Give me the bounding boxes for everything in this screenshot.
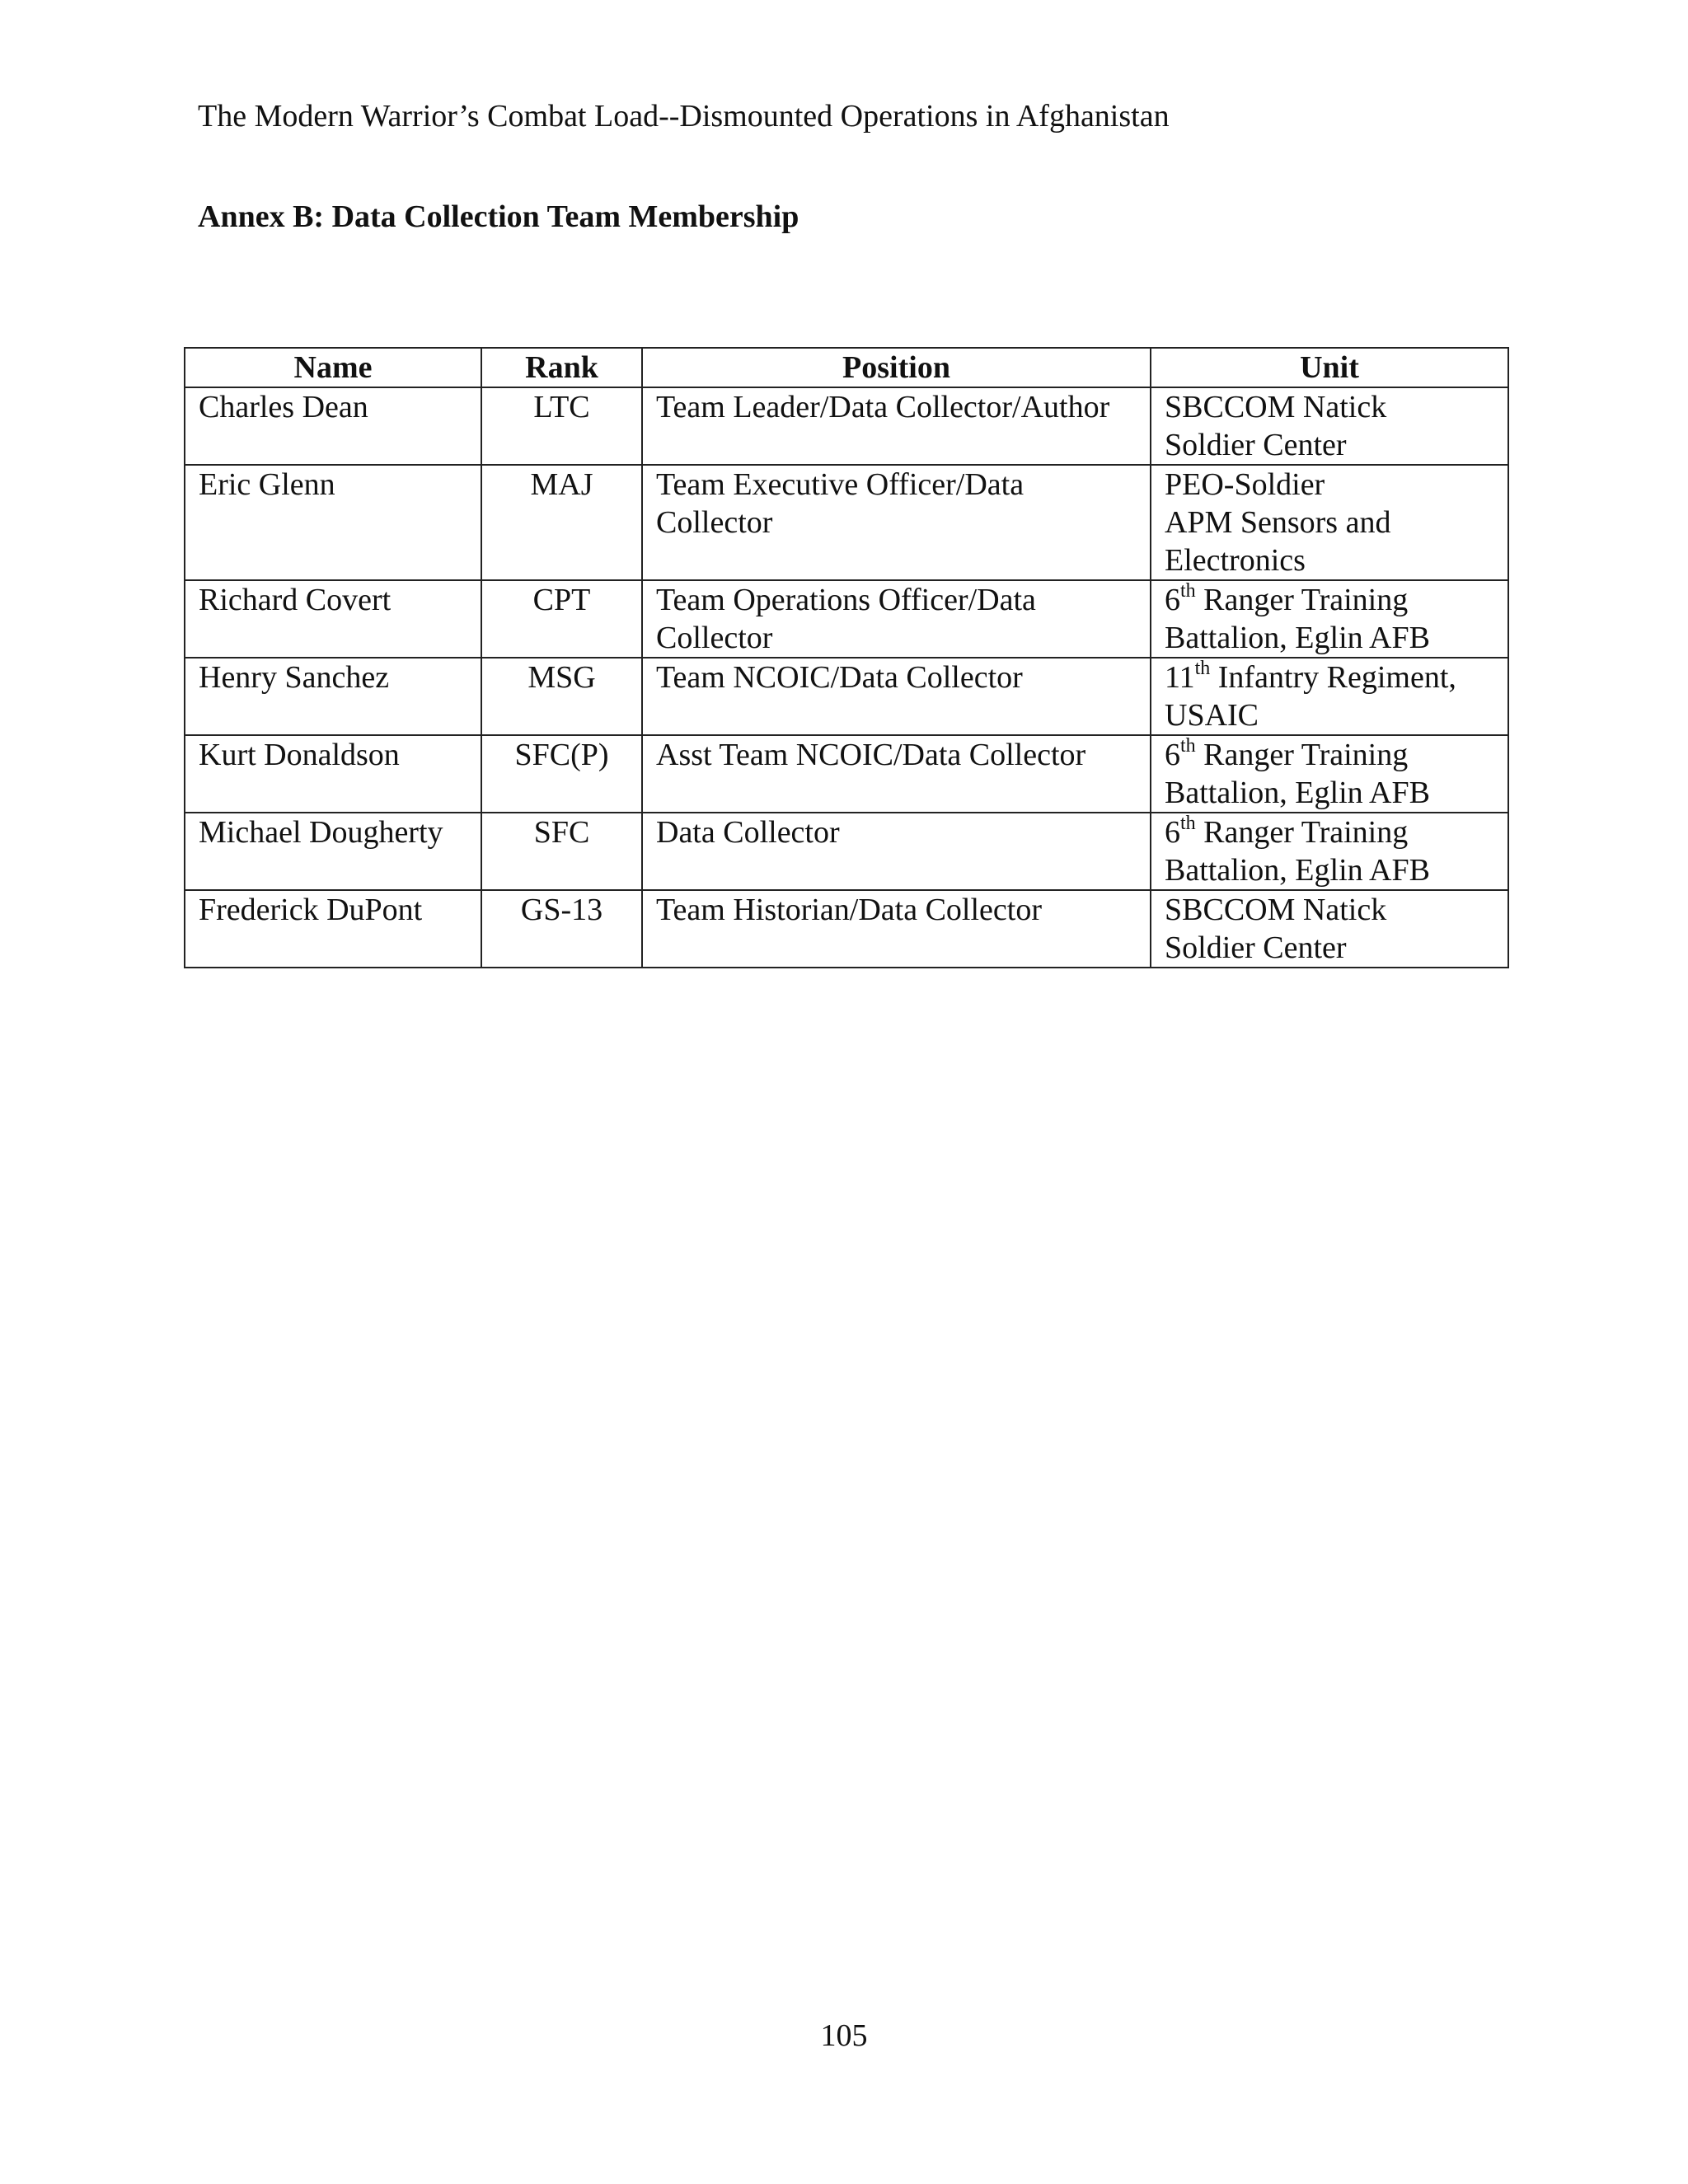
- position-line: Team Historian/Data Collector: [656, 893, 1042, 927]
- position-line: Team Operations Officer/Data: [656, 583, 1036, 617]
- position-line: Team Executive Officer/Data: [656, 467, 1025, 502]
- cell-rank: GS-13: [481, 890, 642, 968]
- cell-unit: [1151, 813, 1508, 890]
- cell-rank: LTC: [481, 387, 642, 465]
- annex-title: Annex B: Data Collection Team Membership: [198, 199, 799, 234]
- cell-name: Eric Glenn: [185, 465, 481, 580]
- cell-unit: [1151, 580, 1508, 658]
- cell-name: Kurt Donaldson: [185, 735, 481, 813]
- header-name: Name: [185, 348, 481, 387]
- position-line: Asst Team NCOIC/Data Collector: [656, 738, 1086, 772]
- unit-text: 6: [1165, 815, 1180, 850]
- unit-text: Battalion, Eglin AFB: [1165, 776, 1430, 810]
- cell-position: [642, 890, 1151, 968]
- cell-unit: [1151, 465, 1508, 580]
- unit-line: [1165, 851, 1494, 889]
- table-row: [185, 813, 1508, 890]
- header-rank: Rank: [481, 348, 642, 387]
- unit-line: [1165, 929, 1494, 967]
- unit-text: Ranger Training: [1195, 583, 1409, 617]
- team-membership-table: [184, 347, 1509, 968]
- cell-name: Henry Sanchez: [185, 658, 481, 735]
- unit-line: [1165, 388, 1494, 426]
- page-number: 105: [820, 2018, 868, 2053]
- cell-position: [642, 735, 1151, 813]
- cell-unit: [1151, 387, 1508, 465]
- cell-unit: [1151, 890, 1508, 968]
- table-header: [185, 348, 1508, 387]
- ordinal-suffix: th: [1180, 735, 1196, 757]
- cell-name: Frederick DuPont: [185, 890, 481, 968]
- unit-line: [1165, 466, 1494, 504]
- cell-unit: [1151, 735, 1508, 813]
- cell-rank: MAJ: [481, 465, 642, 580]
- position-line: Data Collector: [656, 815, 840, 850]
- unit-text: Soldier Center: [1165, 428, 1347, 462]
- ordinal-suffix: th: [1180, 813, 1196, 835]
- header-unit: Unit: [1151, 348, 1508, 387]
- table-row: [185, 465, 1508, 580]
- cell-rank: SFC: [481, 813, 642, 890]
- table-row: [185, 658, 1508, 735]
- unit-text: SBCCOM Natick: [1165, 390, 1387, 424]
- table-header-row: [185, 348, 1508, 387]
- unit-text: Battalion, Eglin AFB: [1165, 853, 1430, 888]
- unit-line: [1165, 736, 1494, 774]
- unit-line: [1165, 813, 1494, 851]
- unit-line: [1165, 541, 1494, 579]
- ordinal-suffix: th: [1194, 658, 1211, 680]
- cell-position: [642, 387, 1151, 465]
- cell-position: [642, 658, 1151, 735]
- table-body: [185, 387, 1508, 968]
- cell-rank: CPT: [481, 580, 642, 658]
- unit-line: [1165, 581, 1494, 619]
- unit-text: USAIC: [1165, 698, 1259, 733]
- unit-text: Electronics: [1165, 543, 1306, 578]
- cell-name: Richard Covert: [185, 580, 481, 658]
- unit-text: Battalion, Eglin AFB: [1165, 621, 1430, 655]
- unit-text: Infantry Regiment,: [1210, 660, 1456, 695]
- unit-line: [1165, 891, 1494, 929]
- unit-text: 11: [1165, 660, 1195, 695]
- unit-line: [1165, 696, 1494, 734]
- table-row: [185, 890, 1508, 968]
- unit-line: [1165, 504, 1494, 541]
- ordinal-suffix: th: [1180, 580, 1196, 602]
- table-row: [185, 387, 1508, 465]
- position-line: Team NCOIC/Data Collector: [656, 660, 1023, 695]
- position-line: Team Leader/Data Collector/Author: [656, 390, 1110, 424]
- cell-rank: MSG: [481, 658, 642, 735]
- position-line: Collector: [656, 621, 773, 655]
- cell-unit: [1151, 658, 1508, 735]
- unit-text: Soldier Center: [1165, 930, 1347, 965]
- cell-position: [642, 813, 1151, 890]
- table-row: [185, 580, 1508, 658]
- cell-name: Michael Dougherty: [185, 813, 481, 890]
- unit-text: Ranger Training: [1195, 738, 1409, 772]
- header-position: Position: [642, 348, 1151, 387]
- cell-name: Charles Dean: [185, 387, 481, 465]
- unit-line: [1165, 426, 1494, 464]
- cell-position: [642, 465, 1151, 580]
- unit-text: APM Sensors and: [1165, 505, 1391, 540]
- unit-text: 6: [1165, 738, 1180, 772]
- running-header: The Modern Warrior’s Combat Load--Dismounted Operations in Afghanistan: [198, 99, 1170, 134]
- table-row: [185, 735, 1508, 813]
- unit-line: [1165, 619, 1494, 657]
- unit-text: SBCCOM Natick: [1165, 893, 1387, 927]
- unit-line: [1165, 774, 1494, 812]
- cell-position: [642, 580, 1151, 658]
- unit-text: PEO-Soldier: [1165, 467, 1325, 502]
- unit-line: [1165, 658, 1494, 696]
- cell-rank: SFC(P): [481, 735, 642, 813]
- position-line: Collector: [656, 505, 773, 540]
- unit-text: 6: [1165, 583, 1180, 617]
- unit-text: Ranger Training: [1195, 815, 1409, 850]
